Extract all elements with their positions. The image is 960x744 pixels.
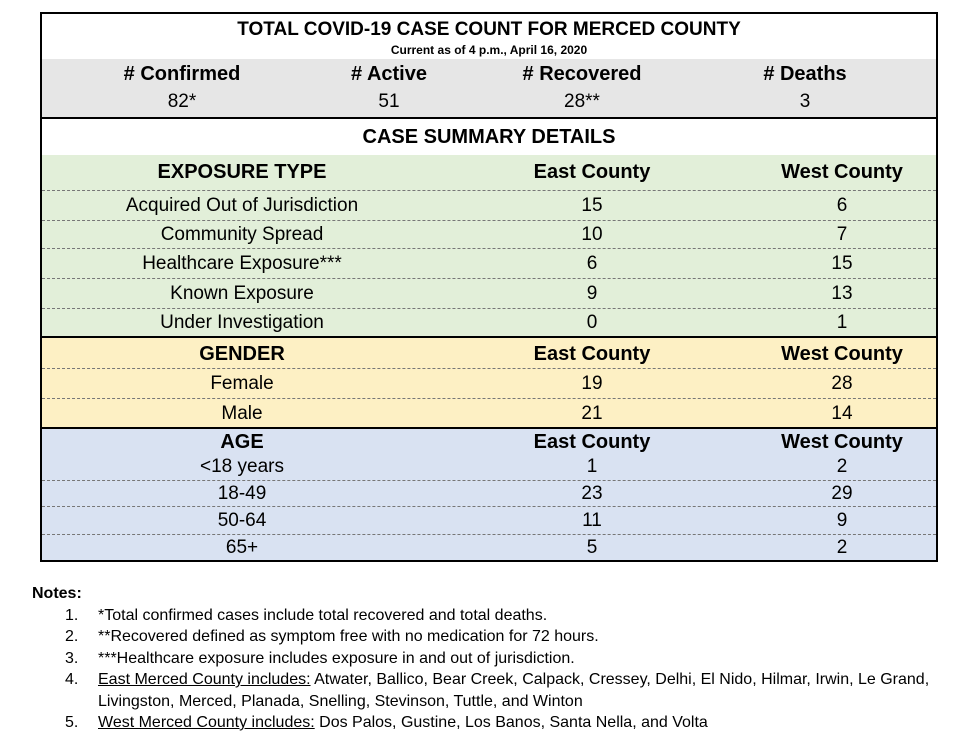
note-item (32, 605, 932, 627)
east-value: 15 (581, 195, 603, 216)
deaths-label: # Deaths (763, 63, 847, 85)
note-text: Atwater, Ballico, Bear Creek, Calpack, Cressey, Delhi, El Nido, Hilmar, Irwin, Le Grand, Livingston, Merced, Planada, Snelling, Stevinson, Tuttle, and Winton (98, 671, 930, 710)
column-header: East County (533, 431, 651, 453)
east-value: 23 (581, 483, 603, 504)
table-row (42, 308, 936, 337)
notes-title: Notes: (32, 585, 82, 602)
east-value: 11 (582, 510, 602, 531)
table-row (42, 278, 936, 309)
west-value: 28 (831, 373, 853, 394)
confirmed-value: 82* (167, 91, 197, 112)
row-label: Acquired Out of Jurisdiction (125, 195, 359, 216)
note-item (32, 669, 932, 712)
row-label: 18-49 (217, 483, 267, 504)
east-value: 0 (586, 312, 598, 333)
note-text: *Total confirmed cases include total recovered and total deaths. (98, 606, 548, 624)
notes-section (32, 583, 932, 734)
case-count-table (40, 12, 938, 562)
note-text: ***Healthcare exposure includes exposure in and out of jurisdiction. (98, 649, 575, 667)
table-row (42, 220, 936, 249)
note-text: **Recovered defined as symptom free with no medication for 72 hours. (98, 628, 599, 645)
column-header: West County (781, 431, 903, 453)
age-header-row (42, 427, 936, 456)
confirmed-label: # Confirmed (123, 63, 241, 85)
east-value: 6 (586, 253, 598, 274)
note-number: 3. (65, 649, 79, 667)
row-label: Under Investigation (160, 312, 324, 333)
row-label: Male (221, 402, 263, 424)
table-subtitle: Current as of 4 p.m., April 16, 2020 (390, 43, 588, 57)
table-row (42, 506, 936, 535)
exposure-header-row (42, 155, 936, 190)
column-header: GENDER (199, 342, 285, 365)
note-underlined-label: East Merced County includes: (98, 671, 311, 688)
west-value: 2 (836, 537, 848, 558)
table-row (42, 534, 936, 561)
west-value: 1 (836, 312, 848, 333)
column-header: West County (781, 161, 903, 183)
west-value: 6 (836, 195, 848, 216)
row-label: Female (210, 373, 274, 394)
east-value: 9 (586, 283, 598, 304)
east-value: 21 (581, 402, 603, 424)
note-number: 4. (65, 671, 79, 688)
row-label: Healthcare Exposure*** (142, 253, 342, 274)
table-row (42, 480, 936, 507)
table-title: TOTAL COVID-19 CASE COUNT FOR MERCED COUNTY (237, 19, 741, 40)
west-value: 15 (831, 253, 853, 274)
west-value: 14 (831, 402, 853, 424)
column-header: EXPOSURE TYPE (157, 161, 327, 183)
recovered-label: # Recovered (522, 63, 642, 85)
west-value: 2 (836, 456, 848, 477)
west-value: 29 (831, 483, 853, 504)
table-row (42, 398, 936, 428)
summary-title: CASE SUMMARY DETAILS (362, 126, 616, 148)
row-label: 65+ (225, 537, 259, 558)
east-value: 10 (581, 224, 603, 245)
west-value: 9 (836, 510, 848, 531)
table-row (42, 190, 936, 221)
east-value: 19 (581, 373, 603, 394)
active-value: 51 (378, 91, 400, 112)
note-item (32, 648, 932, 670)
row-label: Community Spread (160, 224, 324, 245)
deaths-value: 3 (799, 91, 811, 112)
note-underlined-label: West Merced County includes: (98, 714, 315, 731)
note-number: 1. (65, 606, 79, 624)
note-number: 5. (65, 714, 79, 731)
row-label: 50-64 (217, 510, 267, 531)
table-row (42, 368, 936, 399)
gender-header-row (42, 336, 936, 370)
table-row (42, 248, 936, 279)
row-label: <18 years (200, 456, 284, 477)
note-text: Dos Palos, Gustine, Los Banos, Santa Nella, and Volta (314, 714, 708, 731)
recovered-value: 28** (564, 91, 600, 112)
east-value: 1 (586, 456, 598, 477)
totals-panel (42, 59, 936, 117)
active-label: # Active (351, 63, 427, 85)
west-value: 7 (836, 224, 848, 245)
column-header: AGE (220, 431, 264, 453)
column-header: East County (533, 342, 651, 365)
column-header: East County (533, 161, 651, 183)
east-value: 5 (586, 537, 598, 558)
table-row (42, 454, 936, 480)
note-number: 2. (65, 628, 79, 645)
note-item (32, 712, 932, 734)
note-item (32, 626, 932, 648)
column-header: West County (781, 342, 903, 365)
row-label: Known Exposure (170, 283, 314, 304)
west-value: 13 (831, 283, 853, 304)
